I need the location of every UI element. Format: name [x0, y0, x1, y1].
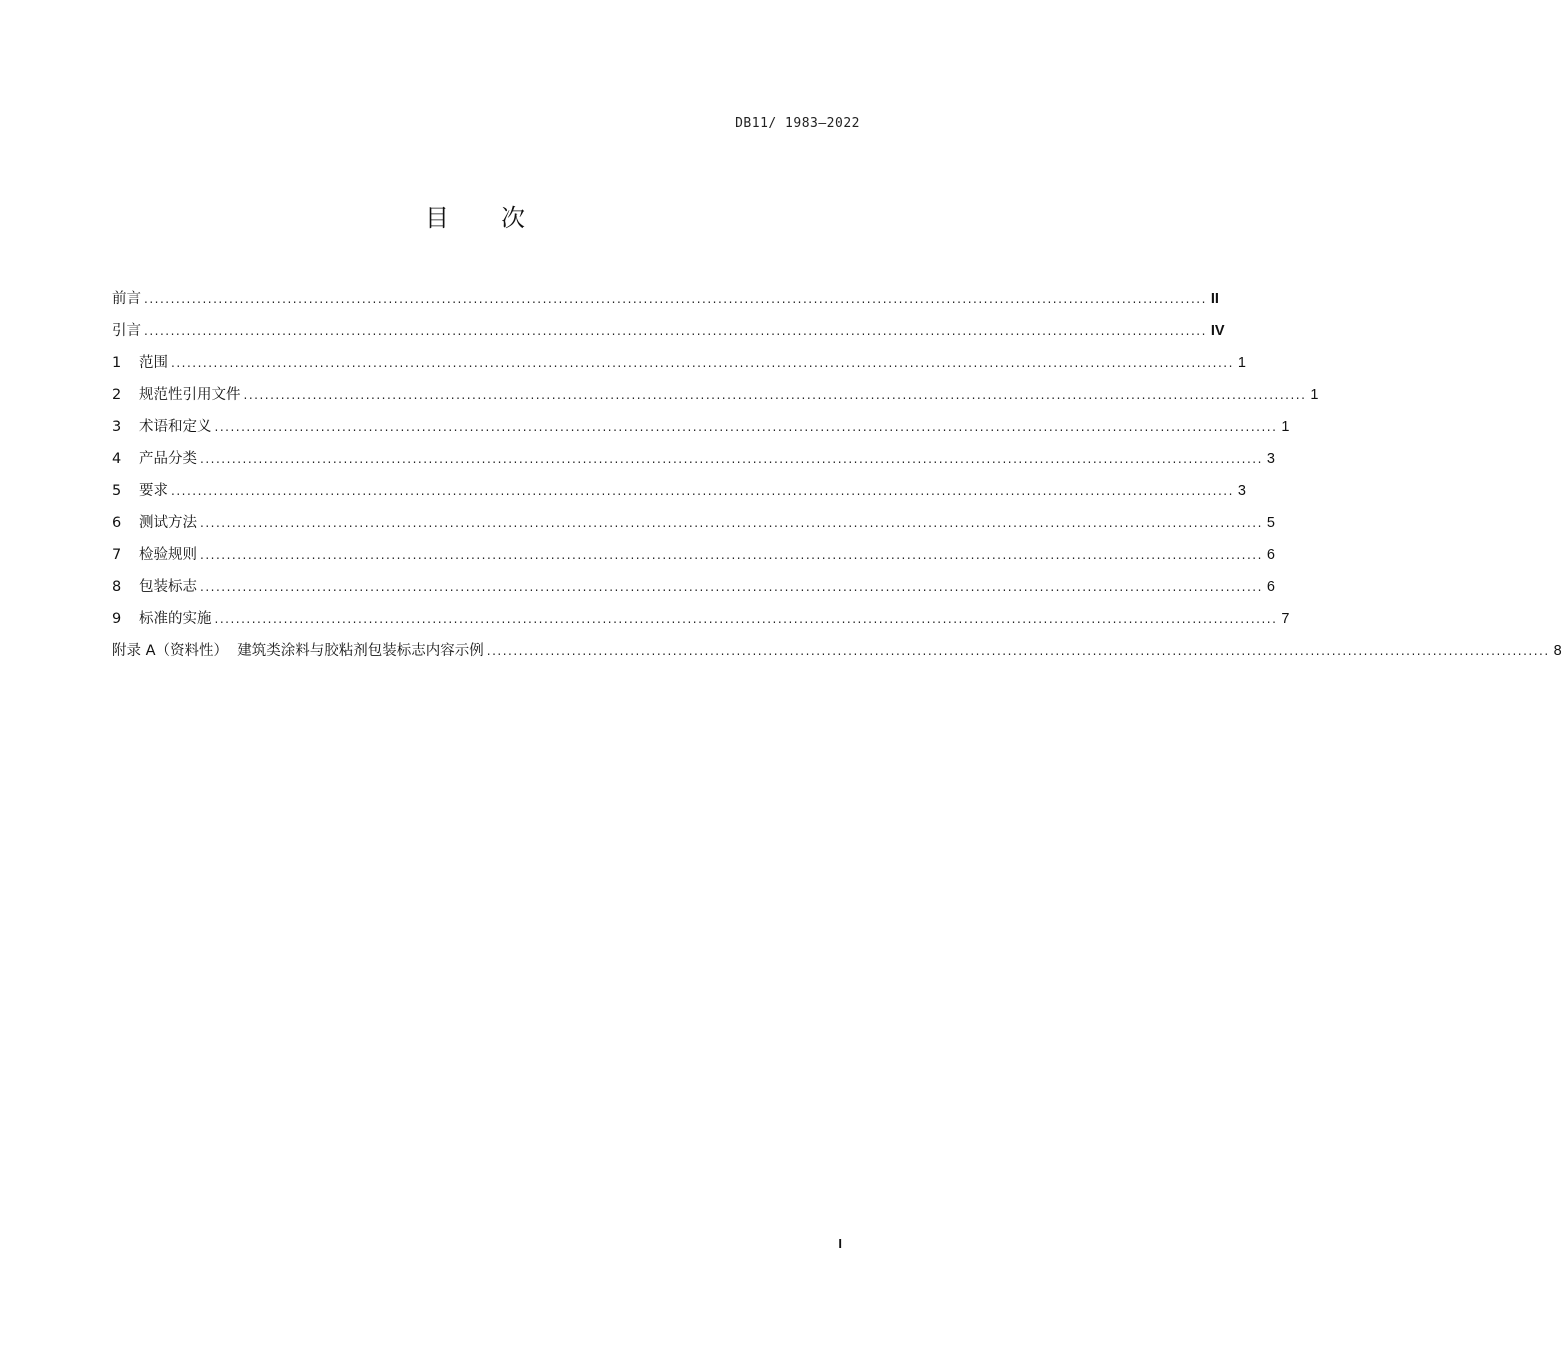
toc-entry-page: 1	[1237, 355, 1246, 371]
toc-leader-dots: ........................................................................................................................................................................................................	[200, 452, 1263, 466]
toc-leader-dots: ........................................................................................................................................................................................................	[144, 324, 1207, 338]
toc-entry-page: 3	[1266, 451, 1275, 467]
toc-entry-label: 前言	[112, 291, 141, 307]
document-code: DB11/ 1983—2022	[735, 116, 860, 131]
toc-entry-page: 1	[1281, 419, 1290, 435]
toc-leader-dots: ........................................................................................................................................................................................................	[486, 644, 1550, 658]
page-title-char-2: 次	[501, 204, 525, 232]
toc-entry-scope[interactable]	[112, 347, 1246, 379]
toc-leader-dots: ........................................................................................................................................................................................................	[171, 484, 1234, 498]
toc-entry-label: 术语和定义	[139, 419, 212, 435]
toc-entry-page: IV	[1210, 323, 1225, 339]
toc-entry-page: 1	[1310, 387, 1319, 403]
table-of-contents	[112, 283, 1562, 667]
toc-entry-label: 要求	[139, 483, 168, 499]
toc-entry-label: 附录 A（资料性） 建筑类涂料与胶粘剂包装标志内容示例	[112, 643, 484, 659]
toc-entry-terms-definitions[interactable]	[112, 411, 1290, 443]
toc-entry-number: 8	[112, 579, 122, 595]
toc-leader-dots: ........................................................................................................................................................................................................	[243, 388, 1307, 402]
toc-leader-dots: ........................................................................................................................................................................................................	[144, 292, 1207, 306]
toc-entry-packaging-marking[interactable]	[112, 571, 1275, 603]
toc-entry-page: 8	[1553, 643, 1562, 659]
toc-entry-label: 引言	[112, 323, 141, 339]
toc-entry-label: 测试方法	[139, 515, 197, 531]
page-title	[0, 200, 950, 236]
toc-entry-page: 3	[1237, 483, 1246, 499]
toc-entry-requirements[interactable]	[112, 475, 1246, 507]
toc-entry-inspection-rules[interactable]	[112, 539, 1275, 571]
toc-entry-label: 包装标志	[139, 579, 197, 595]
toc-entry-label: 检验规则	[139, 547, 197, 563]
page-title-char-1: 目	[425, 204, 449, 232]
toc-entry-page: 6	[1266, 547, 1275, 563]
toc-entry-page: 5	[1266, 515, 1275, 531]
toc-entry-classification[interactable]	[112, 443, 1275, 475]
toc-entry-test-methods[interactable]	[112, 507, 1275, 539]
toc-entry-page: II	[1210, 291, 1219, 307]
toc-leader-dots: ........................................................................................................................................................................................................	[200, 548, 1263, 562]
toc-entry-number: 4	[112, 451, 122, 467]
toc-entry-label: 标准的实施	[139, 611, 212, 627]
page-number: I	[838, 1236, 842, 1251]
toc-entry-preface[interactable]	[112, 283, 1219, 315]
toc-entry-implementation[interactable]	[112, 603, 1290, 635]
toc-leader-dots: ........................................................................................................................................................................................................	[200, 580, 1263, 594]
toc-entry-label: 规范性引用文件	[139, 387, 241, 403]
toc-entry-number: 3	[112, 419, 122, 435]
toc-entry-number: 5	[112, 483, 122, 499]
toc-entry-appendix-a[interactable]	[112, 635, 1562, 667]
toc-entry-number: 7	[112, 547, 122, 563]
toc-entry-label: 范围	[139, 355, 168, 371]
toc-entry-normative-references[interactable]	[112, 379, 1319, 411]
toc-entry-page: 7	[1281, 611, 1290, 627]
toc-entry-page: 6	[1266, 579, 1275, 595]
toc-leader-dots: ........................................................................................................................................................................................................	[171, 356, 1234, 370]
toc-entry-number: 1	[112, 355, 122, 371]
toc-entry-label: 产品分类	[139, 451, 197, 467]
toc-leader-dots: ........................................................................................................................................................................................................	[200, 516, 1263, 530]
toc-entry-number: 2	[112, 387, 122, 403]
toc-entry-number: 6	[112, 515, 122, 531]
toc-entry-number: 9	[112, 611, 122, 627]
toc-entry-introduction[interactable]	[112, 315, 1225, 347]
toc-leader-dots: ........................................................................................................................................................................................................	[214, 420, 1278, 434]
toc-leader-dots: ........................................................................................................................................................................................................	[214, 612, 1278, 626]
